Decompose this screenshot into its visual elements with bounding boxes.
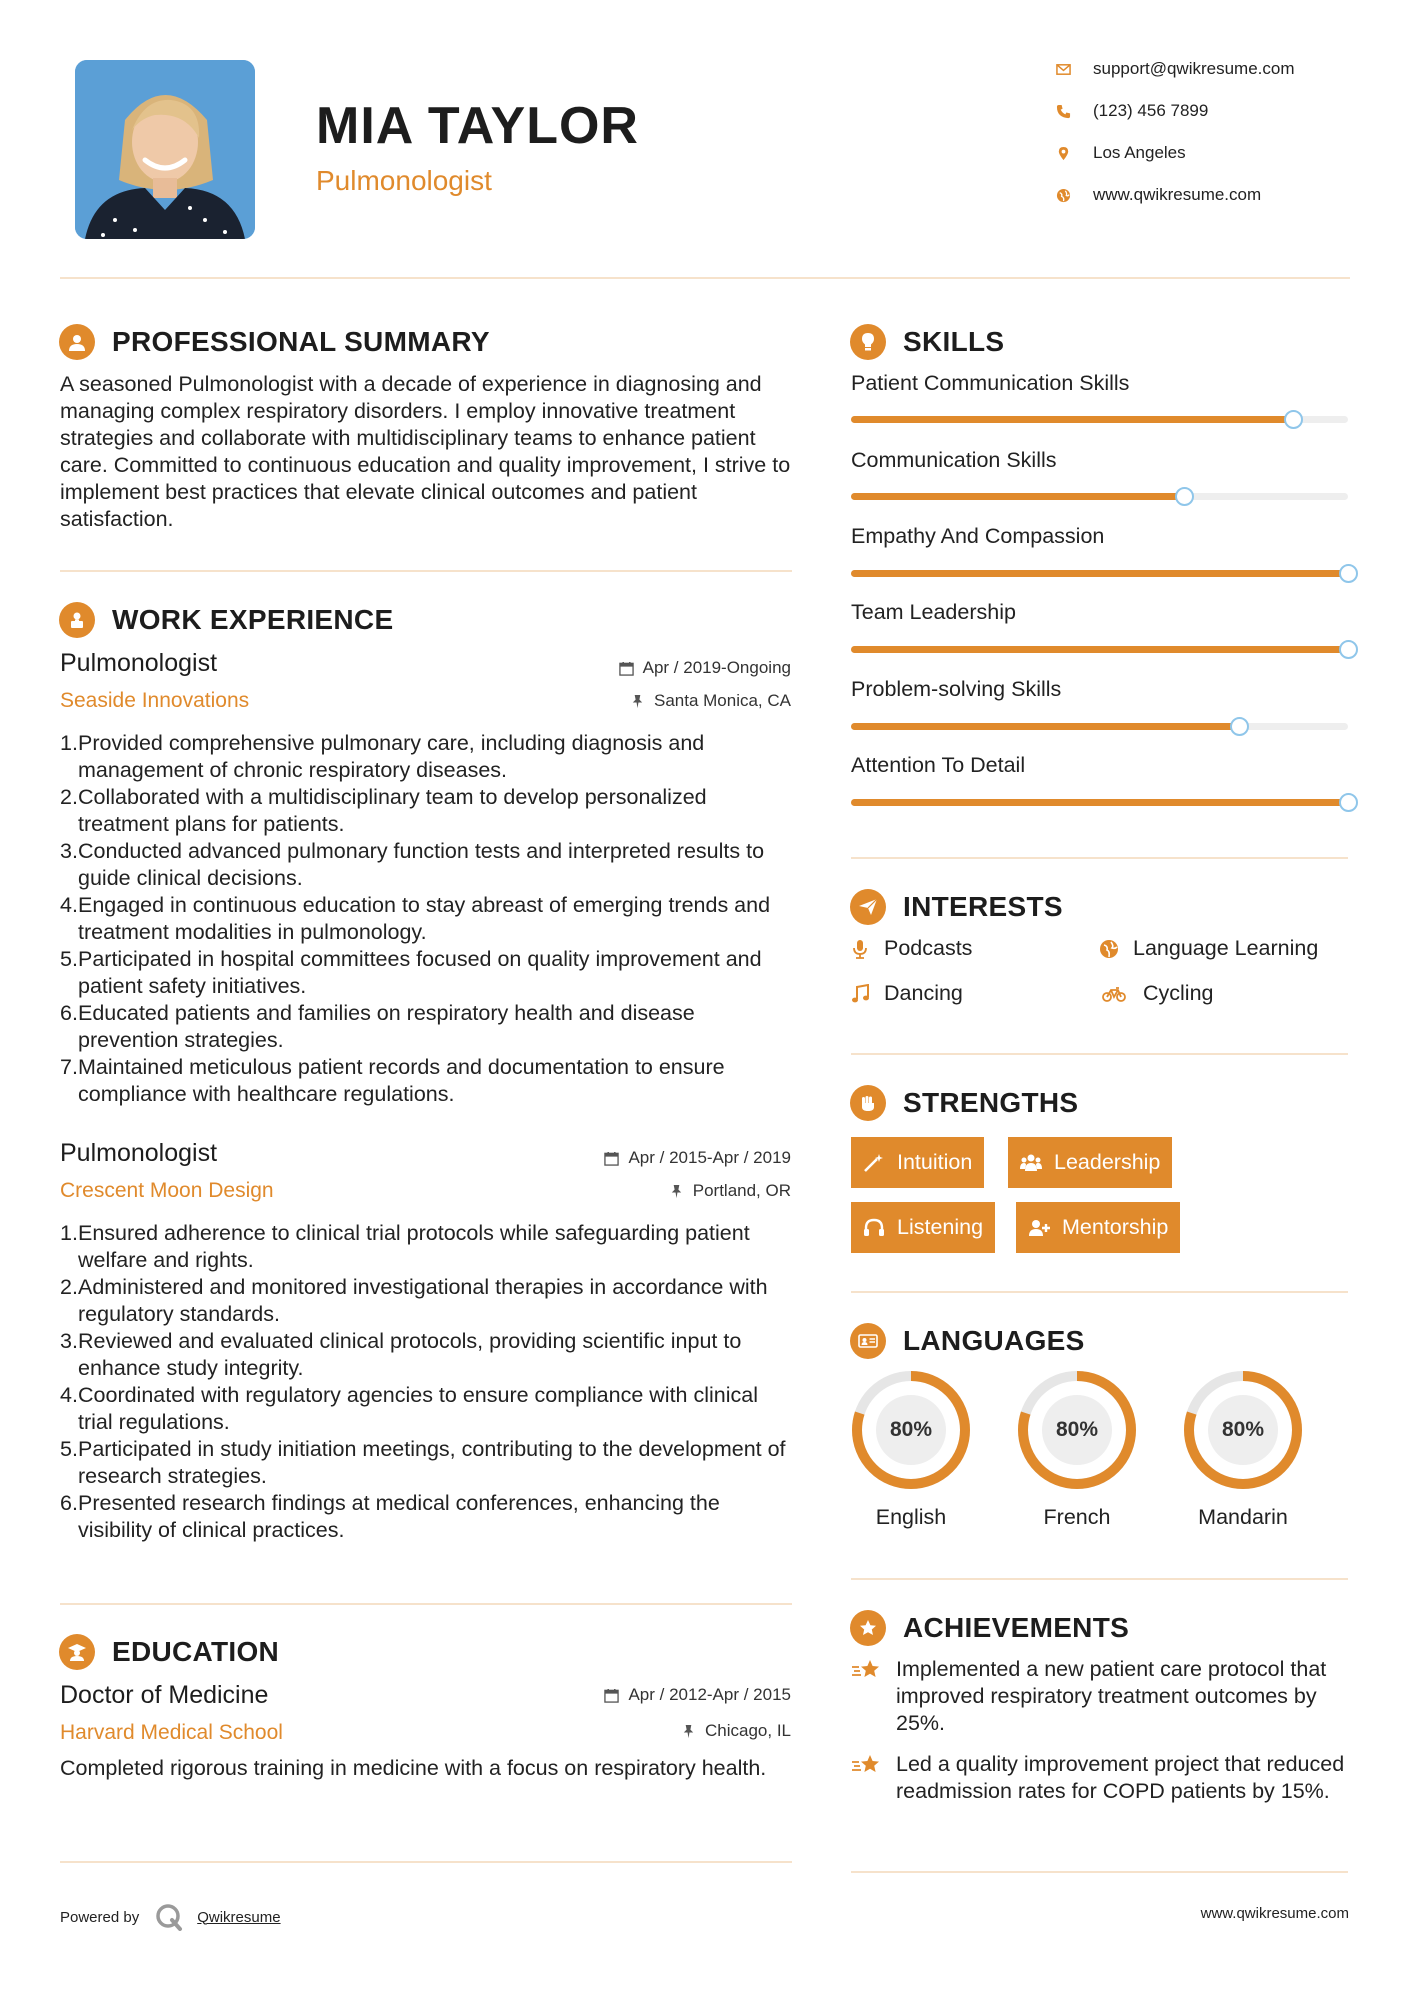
calendar-icon: [604, 1688, 619, 1703]
interest-language-learning: Language Learning: [1099, 936, 1318, 961]
skills-section-title: [850, 324, 1004, 360]
skill-2-knob[interactable]: [1175, 487, 1194, 506]
languages-title-text: LANGUAGES: [903, 1325, 1085, 1356]
language-english-name: English: [875, 1505, 947, 1529]
job-2-dates: [604, 1148, 791, 1168]
job-1-location: [630, 691, 791, 711]
job-1-dates-text: Apr / 2019-Ongoing: [642, 658, 791, 677]
star-speed-icon: [851, 1753, 883, 1779]
strengths-section-title: [850, 1085, 1078, 1121]
job-1-company: Seaside Innovations: [60, 689, 250, 712]
skill-4-name: Team Leadership: [851, 600, 1016, 624]
strengths-title-text: STRENGTHS: [903, 1087, 1079, 1118]
job-2-company: Crescent Moon Design: [60, 1179, 274, 1202]
list-item: 5. Participated in study initiation meetings, contributing to the development of research strategies.: [60, 1437, 786, 1488]
work-section-title: [59, 602, 393, 638]
job-1-location-text: Santa Monica, CA: [653, 691, 791, 710]
skill-3-fill: [851, 570, 1348, 577]
job-1-title: Pulmonologist: [60, 649, 218, 677]
id-card-icon: [850, 1323, 886, 1359]
education-divider: [60, 1861, 792, 1863]
job-1-duties: [60, 730, 795, 1108]
contact-location: [1055, 141, 1186, 165]
list-item: 6. Presented research findings at medical conferences, enhancing the visibility of clinical practices.: [60, 1491, 720, 1542]
summary-text: A seasoned Pulmonologist with a decade of experience in diagnosing and managing complex respiratory disorders. I employ innovative treatment strategies and collaborate with multidisciplinary teams to enhance patient care. Committed to continuous education and quality improvement, I strive to implement best practices that elevate clinical outcomes and patient satisfaction.: [60, 372, 791, 531]
skill-1-fill: [851, 416, 1293, 423]
globe-icon: [1055, 187, 1071, 203]
envelope-icon: [1055, 61, 1071, 77]
skill-5-bar: [851, 723, 1348, 730]
education-location: [681, 1721, 791, 1741]
interests-divider: [851, 1053, 1348, 1055]
star-speed-icon: [851, 1658, 883, 1684]
pushpin-icon: [669, 1184, 684, 1199]
work-divider: [60, 1603, 792, 1605]
skill-1-knob[interactable]: [1284, 410, 1303, 429]
skill-4-bar: [851, 646, 1348, 653]
skill-6-fill: [851, 799, 1348, 806]
contact-email[interactable]: [1055, 57, 1295, 81]
briefcase-user-icon: [59, 602, 95, 638]
skill-4-knob[interactable]: [1339, 640, 1358, 659]
language-mandarin-percent: 80%: [1221, 1418, 1265, 1441]
list-item: 1. Provided comprehensive pulmonary care, including diagnosis and management of chronic respiratory diseases.: [60, 731, 705, 782]
education-school: Harvard Medical School: [60, 1721, 283, 1744]
skill-5-knob[interactable]: [1230, 717, 1249, 736]
language-french-name: French: [1043, 1505, 1111, 1529]
strength-tag-mentorship: Mentorship: [1016, 1202, 1180, 1253]
pushpin-icon: [630, 694, 645, 709]
achievement-1: Implemented a new patient care protocol that improved respiratory treatment outcomes by 25%.: [851, 1656, 1351, 1737]
skill-6-name: Attention To Detail: [851, 753, 1026, 777]
star-badge-icon: [850, 1610, 886, 1646]
education-section-title: [59, 1634, 279, 1670]
skill-5-fill: [851, 723, 1239, 730]
job-2-title: Pulmonologist: [60, 1139, 218, 1167]
education-dates: [604, 1685, 791, 1705]
lightbulb-icon: [850, 324, 886, 360]
list-item: 4. Engaged in continuous education to stay abreast of emerging trends and treatment modalities in pulmonology.: [60, 893, 771, 944]
job-2-dates-text: Apr / 2015-Apr / 2019: [628, 1148, 791, 1167]
music-note-icon: [850, 984, 870, 1004]
list-item: 6. Educated patients and families on respiratory health and disease prevention strategies.: [60, 1001, 695, 1052]
calendar-icon: [604, 1151, 619, 1166]
skill-6-knob[interactable]: [1339, 793, 1358, 812]
contact-phone[interactable]: [1055, 99, 1208, 123]
user-icon: [59, 324, 95, 360]
languages-divider: [851, 1578, 1348, 1580]
contact-website[interactable]: [1055, 183, 1261, 207]
qwikresume-logo-icon: [155, 1903, 183, 1931]
graduate-icon: [59, 1634, 95, 1670]
powered-by: [60, 1903, 281, 1931]
contact-email-text: support@qwikresume.com: [1093, 59, 1295, 78]
list-item: 3. Conducted advanced pulmonary function tests and interpreted results to guide clinical decisions.: [60, 839, 765, 890]
skills-title-text: SKILLS: [903, 326, 1005, 357]
skill-3-bar: [851, 570, 1348, 577]
list-item: 1. Ensured adherence to clinical trial protocols while safeguarding patient welfare and rights.: [60, 1221, 750, 1272]
interests-section-title: [850, 889, 1063, 925]
summary-divider: [60, 570, 792, 572]
contact-location-text: Los Angeles: [1093, 143, 1186, 162]
contact-website-text: www.qwikresume.com: [1093, 185, 1262, 204]
powered-by-text: Powered by: [60, 1908, 140, 1926]
job-2-duties: [60, 1220, 795, 1544]
skill-4-fill: [851, 646, 1348, 653]
globe-icon: [1099, 939, 1119, 959]
languages-section-title: [850, 1323, 1085, 1359]
candidate-role: Pulmonologist: [316, 165, 492, 196]
strength-tag-leadership: Leadership: [1008, 1137, 1172, 1188]
job-2-location-text: Portland, OR: [692, 1181, 791, 1200]
strength-tag-listening: Listening: [851, 1202, 995, 1253]
work-title-text: WORK EXPERIENCE: [112, 604, 394, 635]
education-degree: Doctor of Medicine: [60, 1681, 269, 1709]
strengths-divider: [851, 1291, 1348, 1293]
skill-2-name: Communication Skills: [851, 448, 1057, 472]
profile-photo: [75, 60, 255, 239]
user-plus-icon: [1028, 1218, 1050, 1238]
microphone-icon: [850, 939, 870, 959]
bicycle-icon: [1099, 984, 1129, 1004]
header-divider: [60, 277, 1350, 279]
skill-2-bar: [851, 493, 1348, 500]
language-english-percent: 80%: [889, 1418, 933, 1441]
interests-title-text: INTERESTS: [903, 891, 1063, 922]
skill-6-bar: [851, 799, 1348, 806]
list-item: 7. Maintained meticulous patient records and documentation to ensure compliance with healthcare regulations.: [60, 1055, 725, 1106]
pushpin-icon: [681, 1724, 696, 1739]
language-french-percent: 80%: [1055, 1418, 1099, 1441]
skill-1-name: Patient Communication Skills: [851, 371, 1130, 395]
interest-dancing: Dancing: [850, 981, 963, 1006]
summary-title-text: PROFESSIONAL SUMMARY: [112, 326, 490, 357]
users-icon: [1020, 1153, 1042, 1173]
magic-wand-icon: [863, 1153, 885, 1173]
list-item: 4. Coordinated with regulatory agencies to ensure compliance with clinical trial regulations.: [60, 1383, 759, 1434]
interest-podcasts: Podcasts: [850, 936, 972, 961]
paper-plane-icon: [850, 889, 886, 925]
job-2-location: [669, 1181, 791, 1201]
skill-3-knob[interactable]: [1339, 564, 1358, 583]
contact-phone-text: (123) 456 7899: [1093, 101, 1209, 120]
skill-5-name: Problem-solving Skills: [851, 677, 1062, 701]
list-item: 2. Administered and monitored investigational therapies in accordance with regulatory standards.: [60, 1275, 768, 1326]
strength-tag-intuition: Intuition: [851, 1137, 984, 1188]
education-text: Completed rigorous training in medicine with a focus on respiratory health.: [60, 1756, 767, 1780]
skill-1-bar: [851, 416, 1348, 423]
phone-icon: [1055, 103, 1071, 119]
list-item: 5. Participated in hospital committees focused on quality improvement and patient safety initiatives.: [60, 947, 762, 998]
location-pin-icon: [1055, 145, 1071, 161]
footer-website[interactable]: www.qwikresume.com: [1200, 1905, 1349, 1922]
list-item: 3. Reviewed and evaluated clinical protocols, providing scientific input to enhance study integrity.: [60, 1329, 742, 1380]
qwikresume-link[interactable]: Qwikresume: [197, 1908, 281, 1926]
education-title-text: EDUCATION: [112, 1636, 280, 1667]
profile-photo-illustration: [75, 60, 255, 239]
calendar-icon: [619, 661, 634, 676]
interest-cycling: Cycling: [1099, 981, 1214, 1006]
summary-section-title: [59, 324, 490, 360]
job-1-dates: [619, 658, 791, 678]
list-item: 2. Collaborated with a multidisciplinary team to develop personalized treatment plans for patients.: [60, 785, 707, 836]
achievements-divider: [851, 1871, 1348, 1873]
headphones-icon: [863, 1218, 885, 1238]
skill-2-fill: [851, 493, 1184, 500]
education-location-text: Chicago, IL: [705, 1721, 791, 1740]
candidate-name: MIA TAYLOR: [316, 97, 639, 155]
skill-3-name: Empathy And Compassion: [851, 524, 1105, 548]
skills-divider: [851, 857, 1348, 859]
fist-icon: [850, 1085, 886, 1121]
achievements-title-text: ACHIEVEMENTS: [903, 1612, 1130, 1643]
language-mandarin-name: Mandarin: [1198, 1505, 1288, 1529]
achievement-2: Led a quality improvement project that reduced readmission rates for COPD patients by 15%.: [851, 1751, 1351, 1805]
achievements-section-title: [850, 1610, 1129, 1646]
education-dates-text: Apr / 2012-Apr / 2015: [628, 1685, 791, 1704]
